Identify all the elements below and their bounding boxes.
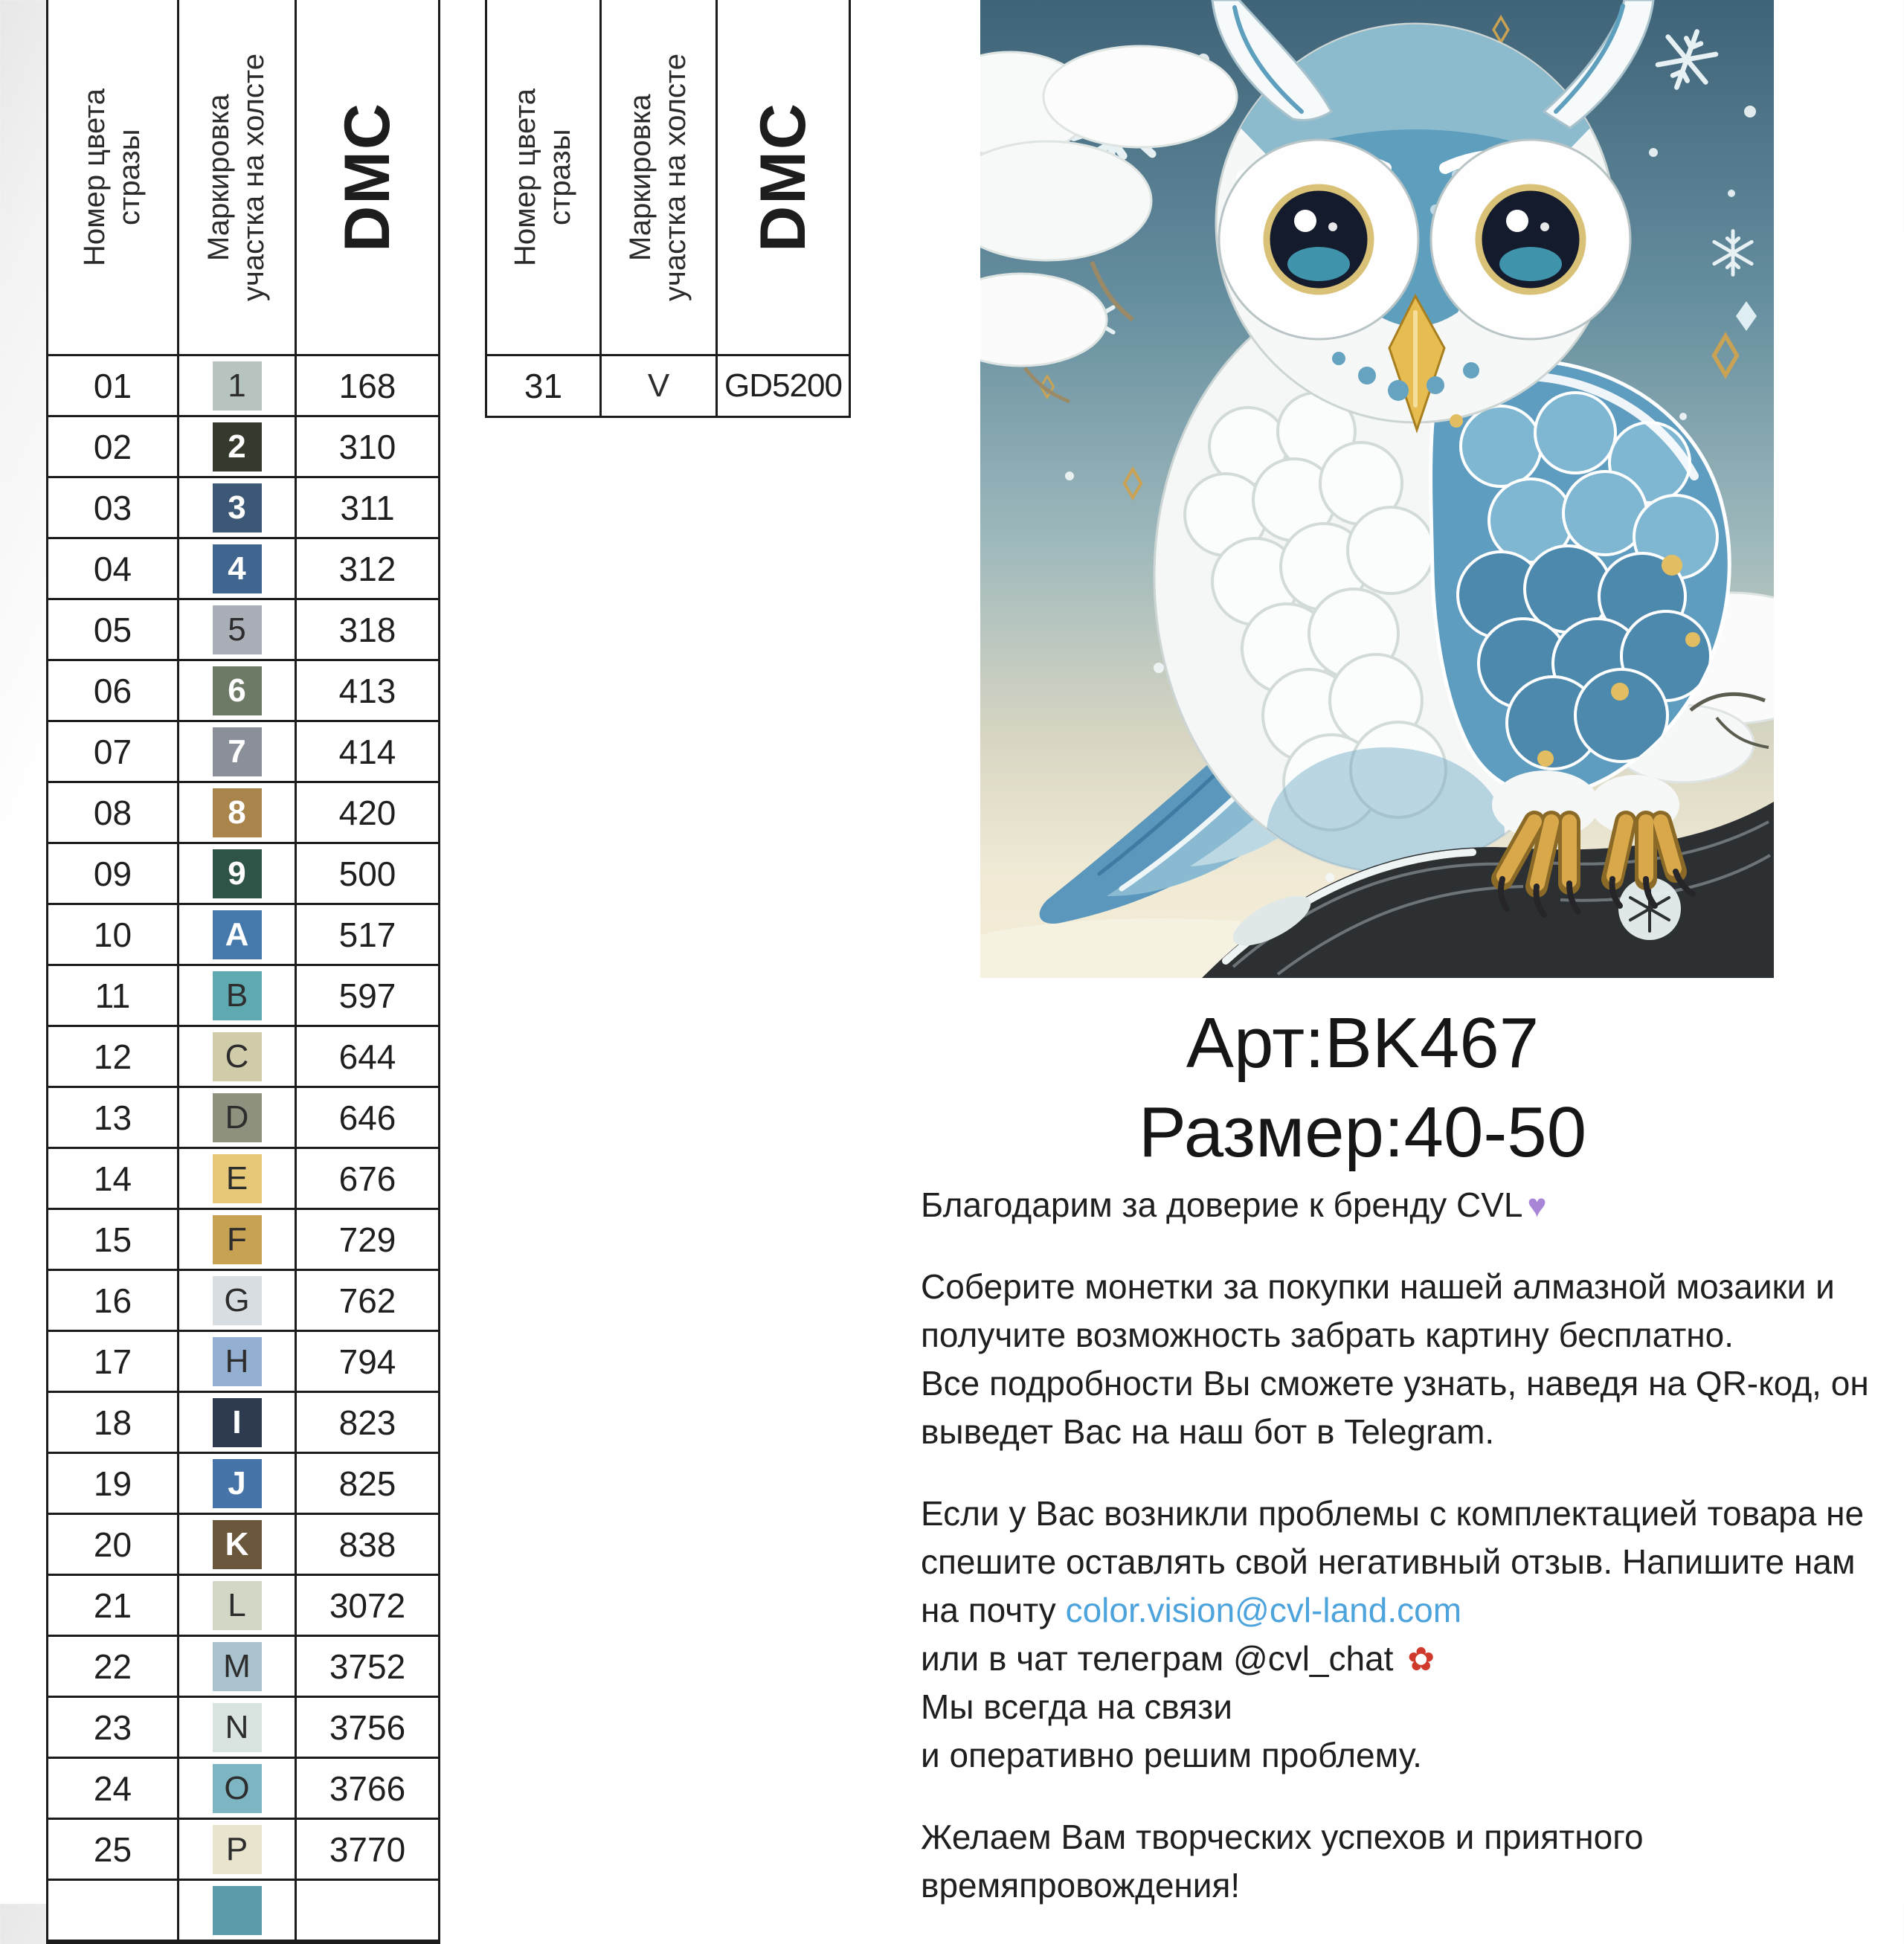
canvas-mark-cell	[179, 1576, 297, 1635]
canvas-mark-cell	[179, 905, 297, 964]
bead-color-number: 24	[48, 1759, 179, 1818]
bead-color-number: 20	[48, 1515, 179, 1574]
bead-color-number: 23	[48, 1698, 179, 1757]
info-line	[921, 1538, 1903, 1586]
info-line	[921, 1635, 1903, 1683]
canvas-mark-cell	[179, 722, 297, 781]
color-legend-table-extra	[485, 0, 851, 418]
table-row	[487, 356, 849, 416]
color-chip: H	[213, 1337, 262, 1386]
header-line: Номер цвета	[509, 88, 542, 266]
dmc-code: 420	[338, 793, 396, 832]
info-text: и оперативно решим проблему.	[921, 1736, 1422, 1774]
color-chip: F	[213, 1215, 262, 1264]
bead-color-number: 14	[48, 1149, 179, 1208]
canvas-mark-cell	[179, 1881, 297, 1940]
header-line: участка на холсте	[659, 53, 692, 301]
dmc-code: 838	[338, 1525, 396, 1564]
canvas-mark-cell	[179, 1759, 297, 1818]
color-chip: 1	[213, 361, 262, 411]
info-text: выведет Вас на наш бот в Telegram.	[921, 1412, 1495, 1451]
dmc-code: 729	[338, 1220, 396, 1259]
table-row	[48, 1698, 438, 1759]
bead-color-number: 02	[48, 417, 179, 476]
dmc-code: 825	[338, 1464, 396, 1503]
canvas-mark-cell	[179, 661, 297, 720]
header-canvas-mark	[602, 0, 718, 354]
dmc-code: 3072	[329, 1586, 406, 1625]
color-chip: B	[213, 971, 262, 1020]
bead-color-number: 03	[48, 478, 179, 537]
paragraph-gap	[921, 1780, 1903, 1813]
dmc-code: 310	[338, 427, 396, 466]
table-row	[48, 1210, 438, 1271]
table-row	[48, 1088, 438, 1149]
dmc-code: 823	[338, 1403, 396, 1442]
dmc-code: 517	[338, 915, 396, 954]
dmc-code: 311	[340, 488, 395, 527]
canvas-mark-cell	[179, 1515, 297, 1574]
canvas-mark-cell	[179, 1088, 297, 1147]
dmc-code: 597	[338, 976, 396, 1015]
header-line: Маркировка	[624, 93, 657, 261]
canvas-mark-cell	[179, 1271, 297, 1330]
info-text: Соберите монетки за покупки нашей алмазной мозаики и	[921, 1267, 1835, 1306]
dmc-code: 3766	[329, 1768, 406, 1808]
color-chip: 7	[213, 727, 262, 776]
info-text: Мы всегда на связи	[921, 1687, 1232, 1726]
bead-color-number: 17	[48, 1332, 179, 1391]
dmc-code: 762	[338, 1281, 396, 1320]
header-line: Маркировка	[202, 93, 236, 261]
dmc-label: DMC	[331, 102, 403, 252]
canvas-mark-cell	[179, 1820, 297, 1879]
canvas-mark-cell	[179, 1698, 297, 1757]
dmc-code: 794	[338, 1342, 396, 1381]
table-row	[48, 1027, 438, 1088]
color-chip: C	[213, 1032, 262, 1081]
info-text: Благодарим за доверие к бренду CVL	[921, 1185, 1523, 1224]
color-chip: E	[213, 1154, 262, 1203]
canvas-mark-cell	[179, 600, 297, 659]
article-label: Арт:BK467	[1186, 1003, 1540, 1083]
info-text: на почту	[921, 1591, 1066, 1629]
dmc-code: 318	[338, 610, 396, 649]
color-chip: 8	[213, 788, 262, 837]
color-chip: 5	[213, 605, 262, 654]
dmc-code: 3752	[329, 1647, 406, 1686]
bead-color-number: 19	[48, 1454, 179, 1513]
dmc-code: 3756	[329, 1708, 406, 1747]
info-line	[921, 1311, 1903, 1359]
info-text: Все подробности Вы сможете узнать, наведя на QR-код, он	[921, 1364, 1869, 1403]
table-row	[48, 539, 438, 600]
table-row	[48, 1759, 438, 1820]
bead-color-number: 01	[48, 356, 179, 415]
dmc-code: 646	[338, 1098, 396, 1137]
info-line	[921, 1813, 1903, 1861]
table-row	[48, 600, 438, 661]
bead-color-number: 11	[48, 966, 179, 1025]
color-chip: 3	[213, 483, 262, 532]
dmc-code: 644	[338, 1037, 396, 1076]
header-bead-number	[48, 0, 179, 354]
info-line	[921, 1408, 1903, 1456]
dmc-code: 312	[338, 549, 396, 588]
table-row	[48, 905, 438, 966]
canvas-mark-cell	[179, 417, 297, 476]
canvas-mark-cell	[179, 1454, 297, 1513]
color-chip: 2	[213, 422, 262, 471]
color-chip: P	[213, 1825, 262, 1874]
canvas-mark-cell	[179, 844, 297, 903]
bead-color-number: 06	[48, 661, 179, 720]
info-line	[921, 1490, 1903, 1538]
table-row	[48, 966, 438, 1027]
table-row	[48, 661, 438, 722]
legend-header-row	[48, 0, 438, 356]
info-text: получите возможность забрать картину бесплатно.	[921, 1316, 1734, 1354]
legend-rows	[48, 356, 438, 1942]
canvas-mark-cell	[179, 1637, 297, 1696]
dmc-code	[297, 1881, 438, 1940]
table-row	[48, 722, 438, 783]
color-chip: I	[213, 1398, 262, 1447]
bead-color-number: 31	[487, 356, 602, 416]
dmc-code: GD5200	[724, 367, 842, 404]
table-row	[48, 1454, 438, 1515]
table-row	[48, 417, 438, 478]
bead-color-number: 15	[48, 1210, 179, 1269]
color-chip: J	[213, 1459, 262, 1508]
bead-color-number: 09	[48, 844, 179, 903]
table-row	[48, 1820, 438, 1881]
dmc-code: 168	[338, 366, 396, 405]
canvas-mark-cell	[179, 1393, 297, 1452]
canvas-mark-cell	[602, 356, 718, 416]
table-row	[48, 1637, 438, 1698]
paragraph-gap	[921, 1229, 1903, 1263]
table-row	[48, 783, 438, 844]
bead-color-number: 10	[48, 905, 179, 964]
color-chip	[213, 1886, 262, 1935]
table-row	[48, 356, 438, 417]
header-line: Номер цвета	[78, 88, 112, 266]
legend-header-row	[487, 0, 849, 356]
bead-color-number: 12	[48, 1027, 179, 1086]
info-text: времяпровождения!	[921, 1866, 1241, 1905]
header-dmc	[297, 0, 438, 354]
info-line	[921, 1731, 1903, 1780]
color-chip: D	[213, 1093, 262, 1142]
header-line: участка на холсте	[237, 53, 271, 301]
bead-color-number: 07	[48, 722, 179, 781]
header-canvas-mark	[179, 0, 297, 354]
color-chip: N	[213, 1703, 262, 1752]
bead-color-number: 13	[48, 1088, 179, 1147]
legend-rows	[487, 356, 849, 416]
dmc-code: 414	[338, 732, 396, 771]
canvas-mark-cell	[179, 1027, 297, 1086]
info-line	[921, 1263, 1903, 1311]
header-bead-number	[487, 0, 602, 354]
bead-color-number: 04	[48, 539, 179, 598]
canvas-mark-cell	[179, 966, 297, 1025]
color-chip: O	[213, 1764, 262, 1813]
canvas-mark-cell	[179, 783, 297, 842]
header-line: стразы	[113, 129, 147, 225]
color-chip: M	[213, 1642, 262, 1691]
info-line	[921, 1683, 1903, 1731]
info-text: Если у Вас возникли проблемы с комплектацией товара не	[921, 1494, 1865, 1533]
canvas-mark-cell	[179, 478, 297, 537]
color-chip: K	[213, 1520, 262, 1569]
dmc-code: 413	[338, 671, 396, 710]
color-chip: A	[213, 910, 262, 959]
purple-heart-icon: ♥	[1527, 1188, 1547, 1224]
dmc-code: 500	[338, 854, 396, 893]
canvas-mark-cell	[179, 356, 297, 415]
bead-color-number: 18	[48, 1393, 179, 1452]
info-text: спешите оставлять свой негативный отзыв. Напишите нам	[921, 1542, 1856, 1581]
color-chip: 6	[213, 666, 262, 715]
dmc-label: DMC	[747, 102, 819, 252]
table-row	[48, 1515, 438, 1576]
info-text: или в чат телеграм @cvl_chat	[921, 1639, 1403, 1678]
info-line	[921, 1359, 1903, 1408]
info-line	[921, 1586, 1903, 1635]
bead-color-number	[48, 1881, 179, 1940]
table-row	[48, 1332, 438, 1393]
info-line	[921, 1181, 1903, 1229]
bead-color-number: 08	[48, 783, 179, 842]
dmc-code: 676	[338, 1159, 396, 1198]
info-line	[921, 1861, 1903, 1910]
email-link[interactable]: color.vision@cvl-land.com	[1065, 1591, 1462, 1629]
color-legend-table	[46, 0, 440, 1944]
color-chip: G	[213, 1276, 262, 1325]
header-line: стразы	[544, 129, 577, 225]
bead-color-number: 16	[48, 1271, 179, 1330]
color-chip: 9	[213, 849, 262, 898]
canvas-mark-cell	[179, 1210, 297, 1269]
table-row	[48, 1393, 438, 1454]
header-dmc	[718, 0, 849, 354]
size-label: Размер:40-50	[1138, 1092, 1587, 1172]
table-row	[48, 1881, 438, 1942]
canvas-mark-cell	[179, 1332, 297, 1391]
bead-color-number: 25	[48, 1820, 179, 1879]
bead-color-number: 21	[48, 1576, 179, 1635]
table-row	[48, 478, 438, 539]
color-chip: V	[647, 367, 670, 404]
table-row	[48, 844, 438, 905]
rose-icon: ✿	[1407, 1641, 1435, 1678]
owl-product-image	[980, 0, 1774, 978]
color-chip: 4	[213, 544, 262, 593]
info-text-block	[921, 1181, 1903, 1910]
canvas-mark-cell	[179, 1149, 297, 1208]
info-text: Желаем Вам творческих успехов и приятного	[921, 1818, 1644, 1856]
table-row	[48, 1149, 438, 1210]
table-row	[48, 1271, 438, 1332]
dmc-code: 3770	[329, 1829, 406, 1869]
bead-color-number: 05	[48, 600, 179, 659]
bead-color-number: 22	[48, 1637, 179, 1696]
table-row	[48, 1576, 438, 1637]
canvas-mark-cell	[179, 539, 297, 598]
paragraph-gap	[921, 1456, 1903, 1490]
color-chip: L	[213, 1581, 262, 1630]
